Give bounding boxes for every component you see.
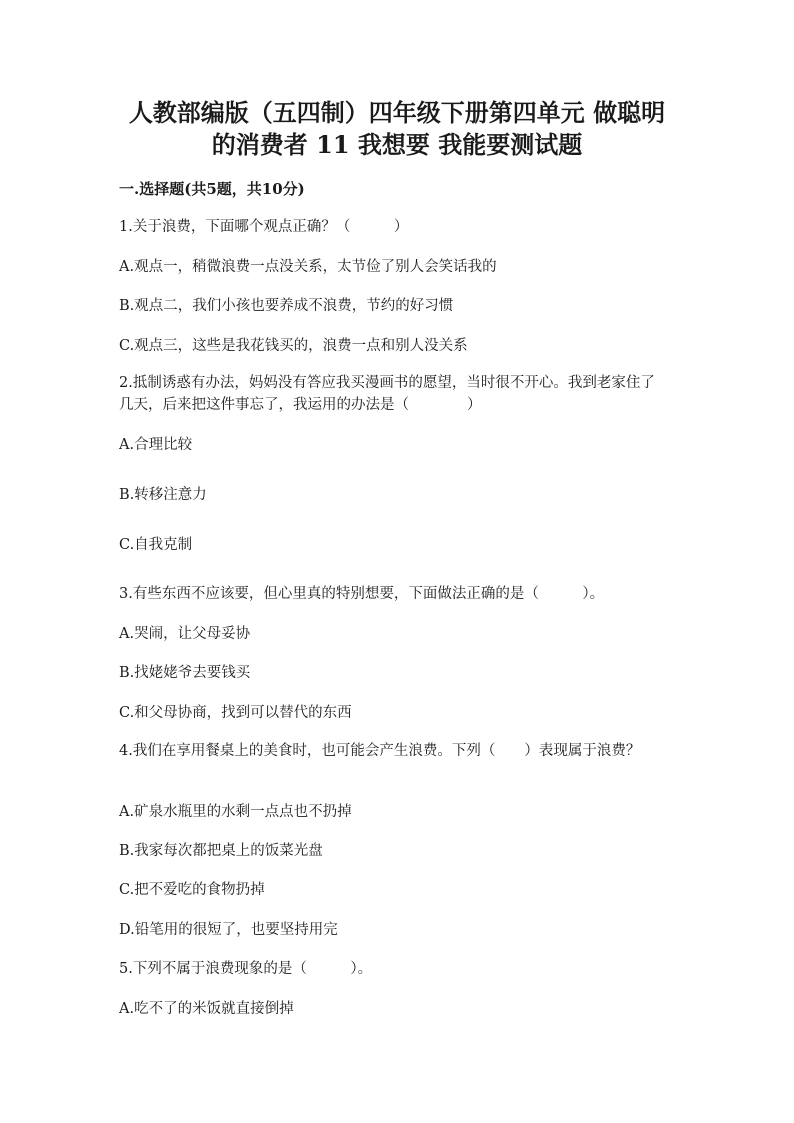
question-3-option-a: A.哭闹，让父母妥协 — [119, 626, 251, 642]
question-3-option-c: C.和父母协商，找到可以替代的东西 — [119, 705, 352, 721]
question-1-option-a: A.观点一，稍微浪费一点没关系，太节俭了别人会笑话我的 — [119, 259, 497, 275]
question-4-option-b: B.我家每次都把桌上的饭菜光盘 — [119, 843, 323, 859]
question-4-option-c: C.把不爱吃的食物扔掉 — [119, 882, 265, 898]
question-3-stem: 3.有些东西不应该要，但心里真的特别想要，下面做法正确的是（ ）。 — [119, 586, 605, 602]
question-5-stem: 5.下列不属于浪费现象的是（ ）。 — [119, 961, 373, 977]
page-title-line-1: 人教部编版（五四制）四年级下册第四单元 做聪明 — [128, 98, 666, 127]
question-4-stem: 4.我们在享用餐桌上的美食时，也可能会产生浪费。下列（ ）表现属于浪费？ — [119, 743, 641, 759]
section-heading: 一.选择题(共5题，共10分) — [119, 180, 305, 198]
question-1-stem: 1.关于浪费，下面哪个观点正确？（ ） — [119, 219, 409, 235]
question-3-option-b: B.找姥姥爷去要钱买 — [119, 665, 251, 681]
question-4-option-a: A.矿泉水瓶里的水剩一点点也不扔掉 — [119, 804, 352, 820]
question-2-option-a: A.合理比较 — [119, 437, 193, 453]
question-4-option-d: D.铅笔用的很短了，也要坚持用完 — [119, 922, 338, 938]
question-5-option-a: A.吃不了的米饭就直接倒掉 — [119, 1001, 294, 1017]
question-2-option-c: C.自我克制 — [119, 537, 193, 553]
question-1-option-c: C.观点三，这些是我花钱买的，浪费一点和别人没关系 — [119, 338, 468, 354]
question-2-stem: 2.抵制诱惑有办法，妈妈没有答应我买漫画书的愿望，当时很不开心。我到老家住了几天，后来把这件事忘了，我运用的办法是（ ） — [119, 375, 655, 413]
page-title-line-2: 的消费者 11 我想要 我能要测试题 — [211, 130, 583, 159]
question-1-option-b: B.观点二，我们小孩也要养成不浪费，节约的好习惯 — [119, 298, 454, 314]
question-2-option-b: B.转移注意力 — [119, 487, 207, 503]
